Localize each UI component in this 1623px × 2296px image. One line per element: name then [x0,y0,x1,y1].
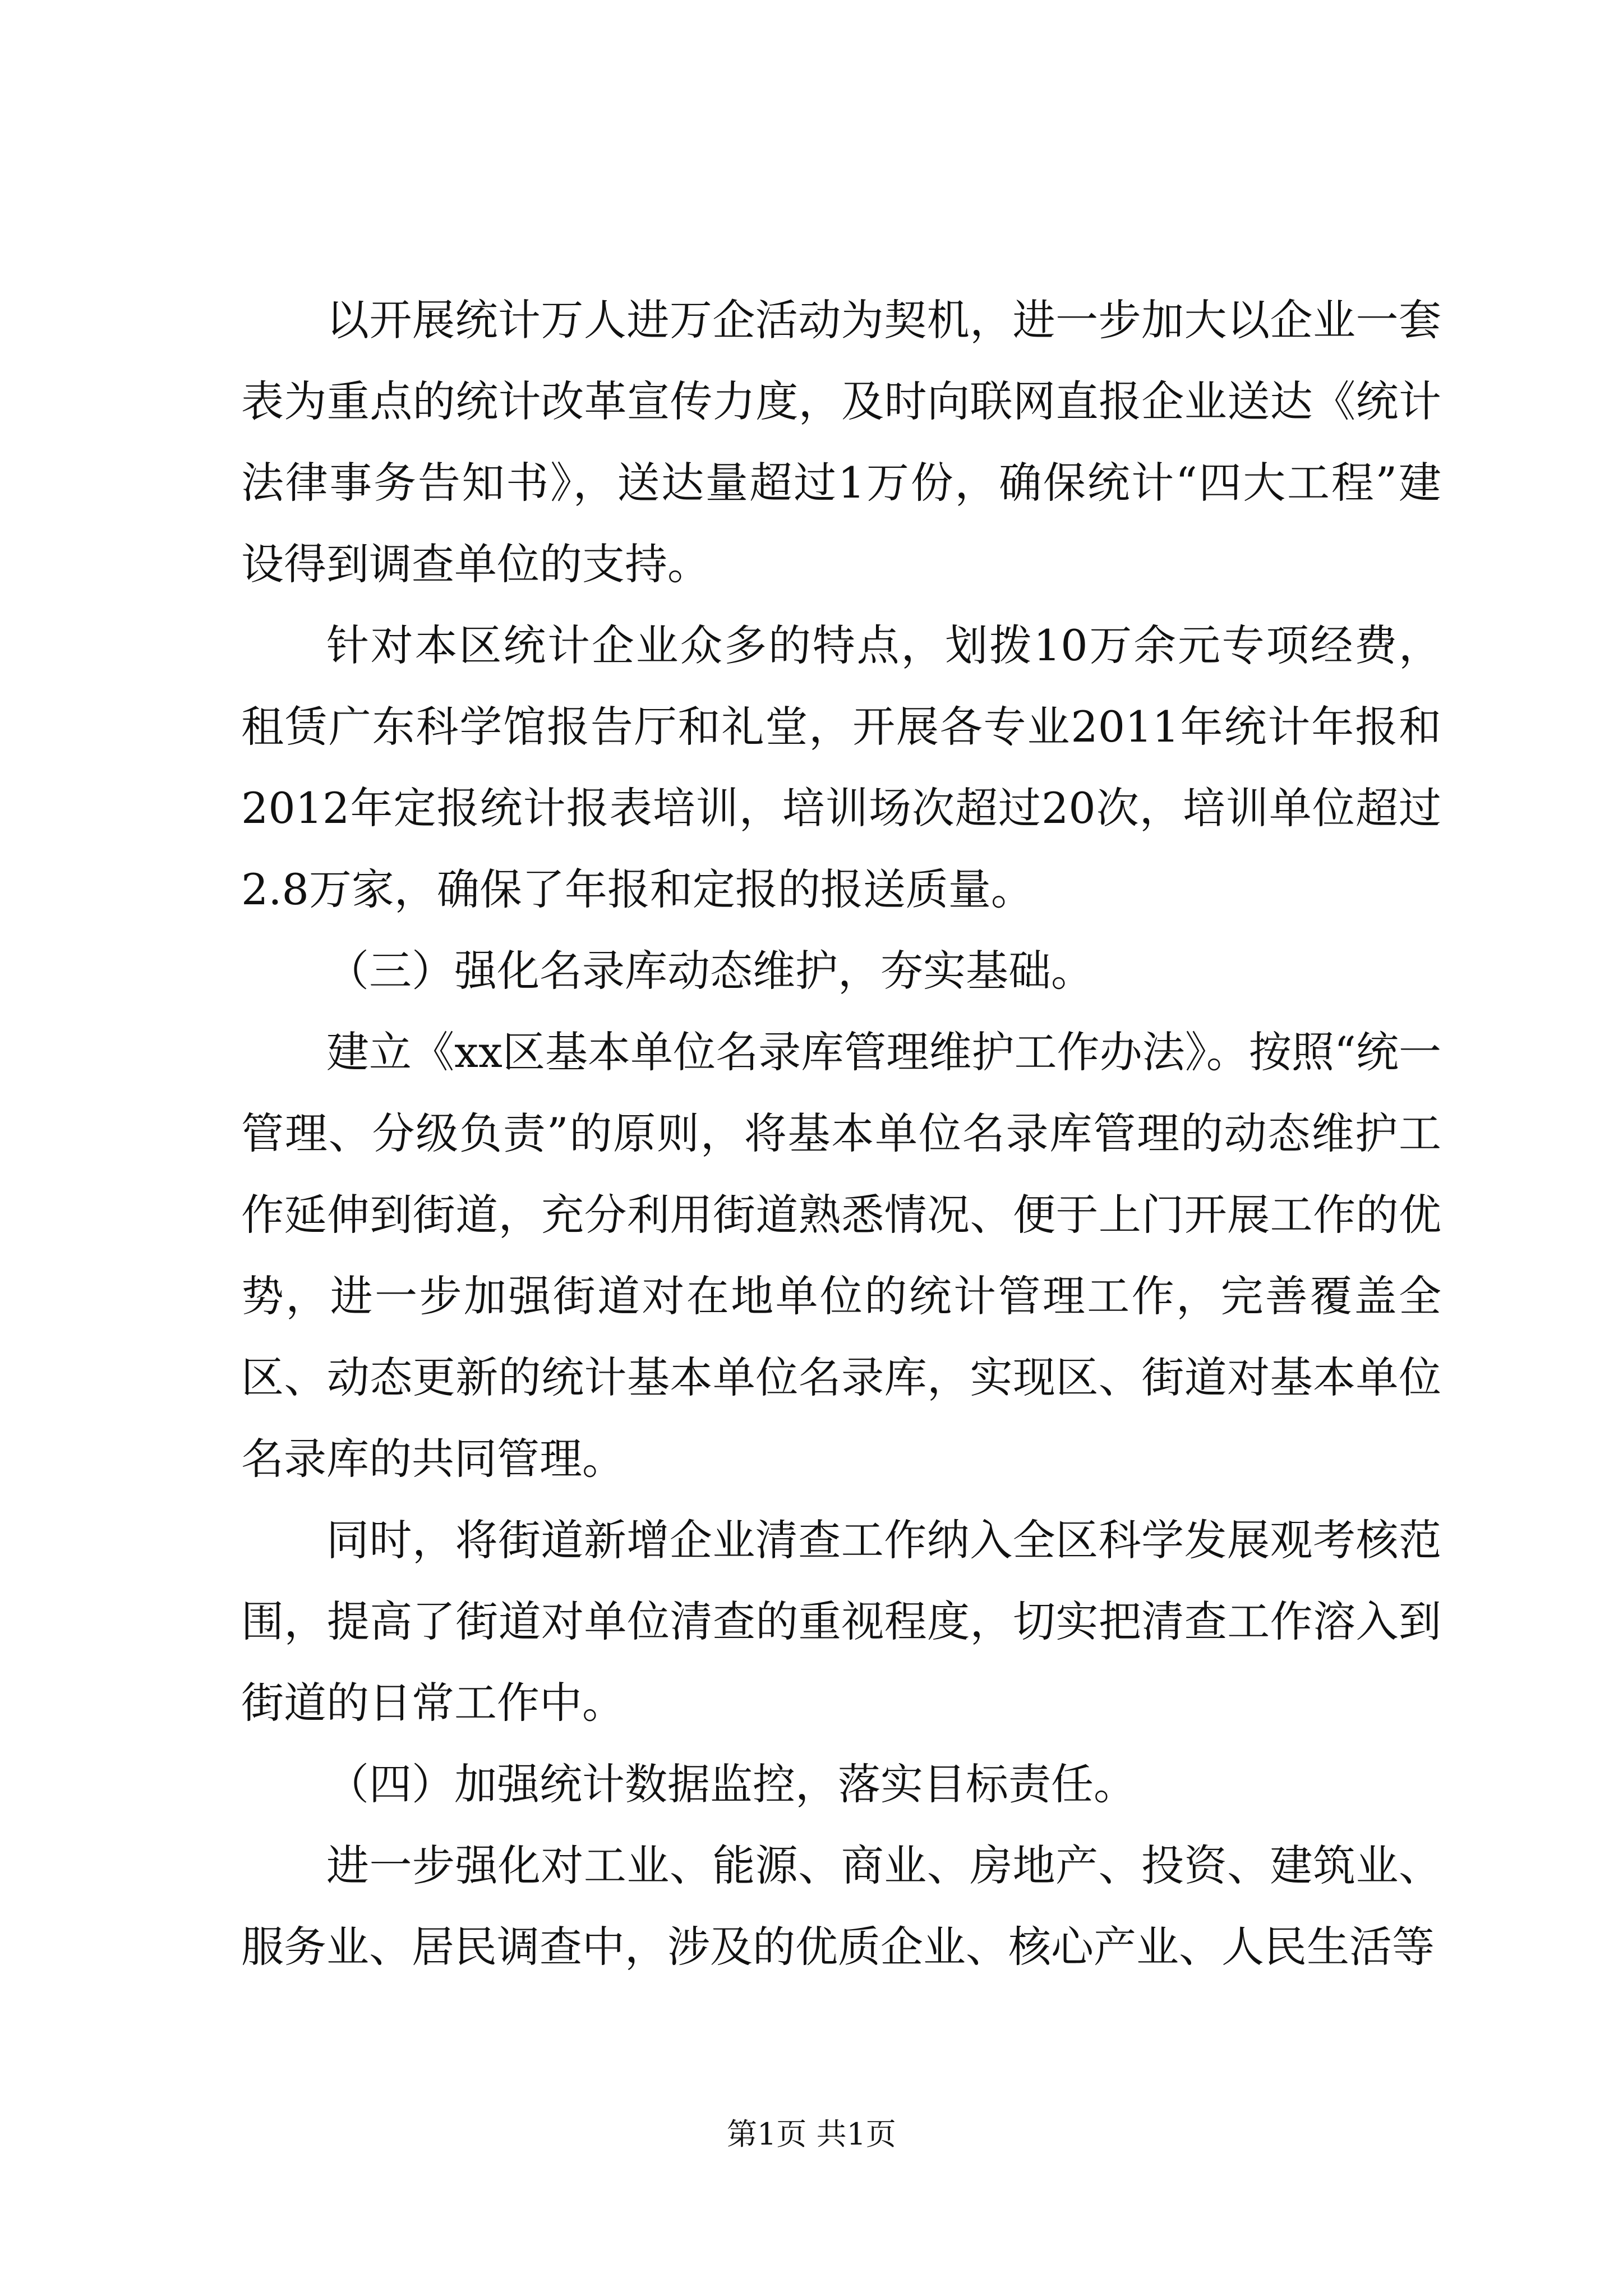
document-body [241,279,1441,1987]
section-heading-4: （四）加强统计数据监控，落实目标责任。 [326,1759,1136,1809]
paragraph-4: 建立《xx区基本单位名录库管理维护工作办法》。按照“统一管理、分级负责”的原则，将基本单位名录库管理的动态维护工作延伸到街道，充分利用街道熟悉情况、便于上门开展工作的优势，进一步加强街道对在地单位的统计管理工作，完善覆盖全区、动态更新的统计基本单位名录库，实现区、街道对基本单位名录库的共同管理。 [241,1027,1441,1484]
paragraph-5: 同时，将街道新增企业清查工作纳入全区科学发展观考核范围，提高了街道对单位清查的重视程度，切实把清查工作溶入到街道的日常工作中。 [241,1515,1441,1728]
paragraph-1: 以开展统计万人进万企活动为契机，进一步加大以企业一套表为重点的统计改革宣传力度，及时向联网直报企业送达《统计法律事务告知书》，送达量超过1万份，确保统计“四大工程”建设得到调查单位的支持。 [241,295,1441,589]
page-footer: 第1页 共1页 [727,2116,896,2152]
paragraph-7: 进一步强化对工业、能源、商业、房地产、投资、建筑业、服务业、居民调查中，涉及的优质企业、核心产业、人民生活等 [241,1841,1441,1972]
section-heading-3: （三）强化名录库动态维护，夯实基础。 [326,946,1094,996]
paragraph-2: 针对本区统计企业众多的特点，划拨10万余元专项经费，租赁广东科学馆报告厅和礼堂，开展各专业2011年统计年报和2012年定报统计报表培训，培训场次超过20次，培训单位超过2.8万家，确保了年报和定报的报送质量。 [241,620,1441,914]
